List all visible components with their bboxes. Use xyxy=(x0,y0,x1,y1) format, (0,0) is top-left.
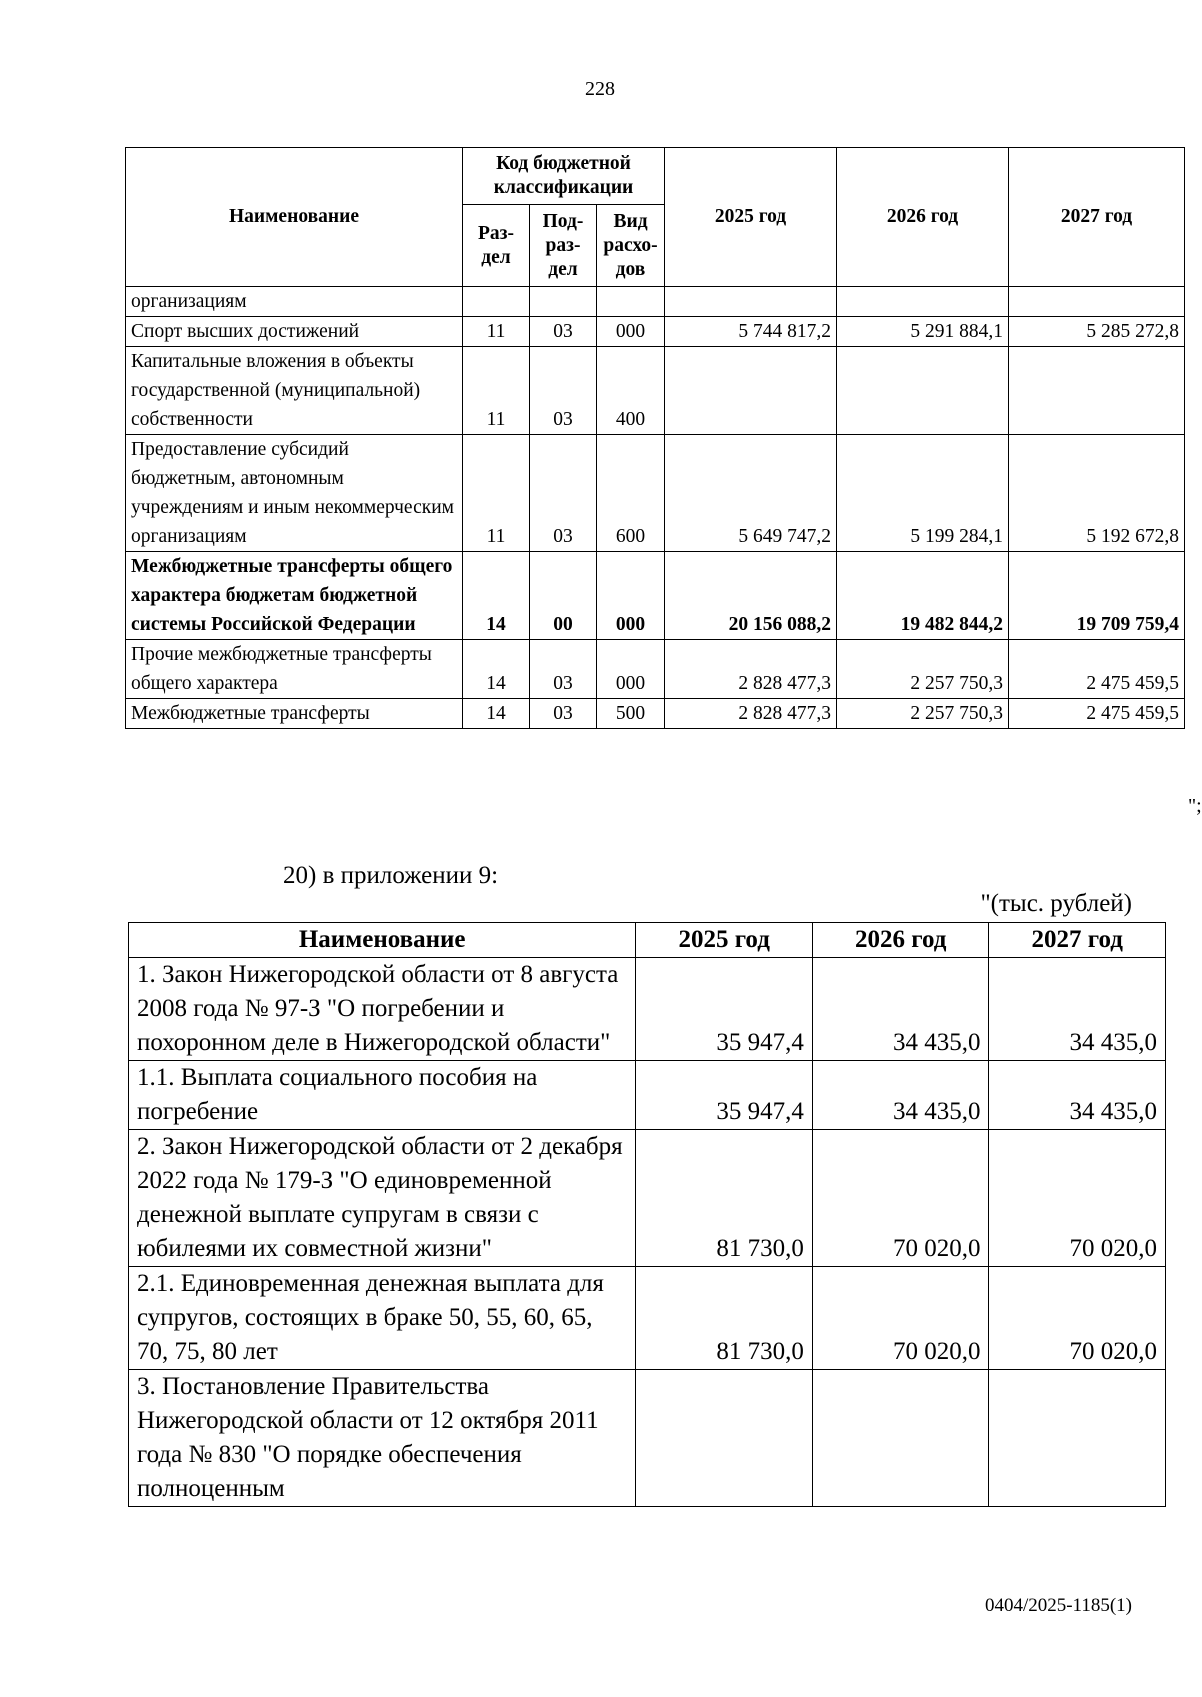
row-2026: 34 435,0 xyxy=(812,958,989,1061)
row-name: 1.1. Выплата социального пособия на погребение xyxy=(129,1061,636,1130)
header-2027: 2027 год xyxy=(989,923,1166,958)
table-row xyxy=(126,699,1185,729)
table-row xyxy=(126,640,1185,699)
row-name: Межбюджетные трансферты общего характера бюджетам бюджетной системы Российской Федерации xyxy=(126,552,463,640)
header-2025: 2025 год xyxy=(665,148,837,287)
row-2026: 19 482 844,2 xyxy=(837,552,1009,640)
row-2025: 81 730,0 xyxy=(636,1267,813,1370)
row-2027: 2 475 459,5 xyxy=(1009,699,1185,729)
row-expense-type xyxy=(597,287,665,317)
units-label: "(тыс. рублей) xyxy=(980,890,1132,917)
table-row xyxy=(129,1370,1166,1507)
header-expense-type: Вид расхо-дов xyxy=(597,205,665,287)
row-2027: 34 435,0 xyxy=(989,958,1166,1061)
header-2026: 2026 год xyxy=(837,148,1009,287)
row-expense-type: 000 xyxy=(597,552,665,640)
page-number: 228 xyxy=(585,78,615,100)
table-row xyxy=(126,552,1185,640)
row-name: 2.1. Единовременная денежная выплата для супругов, состоящих в браке 50, 55, 60, 65, 70, 75, 80 лет xyxy=(129,1267,636,1370)
row-subsection: 00 xyxy=(530,552,597,640)
row-2027: 2 475 459,5 xyxy=(1009,640,1185,699)
row-2026 xyxy=(837,287,1009,317)
row-name: Предоставление субсидий бюджетным, автономным учреждениям и иным некоммерческим организациям xyxy=(126,435,463,552)
row-2026: 5 199 284,1 xyxy=(837,435,1009,552)
row-name: Межбюджетные трансферты xyxy=(126,699,463,729)
row-2025: 2 828 477,3 xyxy=(665,640,837,699)
row-2025: 35 947,4 xyxy=(636,1061,813,1130)
row-section: 14 xyxy=(463,699,530,729)
row-2027 xyxy=(1009,287,1185,317)
row-subsection: 03 xyxy=(530,347,597,435)
row-expense-type: 400 xyxy=(597,347,665,435)
table-row xyxy=(129,1267,1166,1370)
row-2026 xyxy=(837,347,1009,435)
row-2027: 5 285 272,8 xyxy=(1009,317,1185,347)
row-section xyxy=(463,287,530,317)
header-code-group: Код бюджетной классификации xyxy=(463,148,665,205)
row-2025 xyxy=(665,287,837,317)
row-2025 xyxy=(636,1370,813,1507)
header-2027: 2027 год xyxy=(1009,148,1185,287)
row-2027 xyxy=(1009,347,1185,435)
row-2025: 5 649 747,2 xyxy=(665,435,837,552)
row-name: Спорт высших достижений xyxy=(126,317,463,347)
table-row xyxy=(126,435,1185,552)
row-2026 xyxy=(812,1370,989,1507)
budget-classification-table xyxy=(125,147,1185,729)
row-expense-type: 000 xyxy=(597,317,665,347)
row-2026: 70 020,0 xyxy=(812,1267,989,1370)
row-2027 xyxy=(989,1370,1166,1507)
row-2027: 70 020,0 xyxy=(989,1267,1166,1370)
row-2026: 5 291 884,1 xyxy=(837,317,1009,347)
row-2026: 70 020,0 xyxy=(812,1130,989,1267)
header-name: Наименование xyxy=(126,148,463,287)
row-name: 3. Постановление Правительства Нижегородской области от 12 октября 2011 года № 830 "О порядке обеспечения полноценным xyxy=(129,1370,636,1507)
table-row xyxy=(129,1130,1166,1267)
section-title: 20) в приложении 9: xyxy=(283,862,499,889)
row-section: 14 xyxy=(463,640,530,699)
row-section: 11 xyxy=(463,435,530,552)
row-2026: 2 257 750,3 xyxy=(837,699,1009,729)
row-2026: 2 257 750,3 xyxy=(837,640,1009,699)
table-row xyxy=(129,1061,1166,1130)
header-name: Наименование xyxy=(129,923,636,958)
header-2025: 2025 год xyxy=(636,923,813,958)
row-expense-type: 500 xyxy=(597,699,665,729)
row-subsection xyxy=(530,287,597,317)
row-name: 1. Закон Нижегородской области от 8 августа 2008 года № 97-З "О погребении и похоронном деле в Нижегородской области" xyxy=(129,958,636,1061)
row-section: 14 xyxy=(463,552,530,640)
table-row xyxy=(126,287,1185,317)
row-subsection: 03 xyxy=(530,640,597,699)
row-section: 11 xyxy=(463,317,530,347)
row-2025 xyxy=(665,347,837,435)
row-subsection: 03 xyxy=(530,435,597,552)
table-row xyxy=(129,958,1166,1061)
row-2027: 5 192 672,8 xyxy=(1009,435,1185,552)
row-2026: 34 435,0 xyxy=(812,1061,989,1130)
row-name: 2. Закон Нижегородской области от 2 декабря 2022 года № 179-З "О единовременной денежной выплате супругам в связи с юбилеями их совместной жизни" xyxy=(129,1130,636,1267)
row-expense-type: 000 xyxy=(597,640,665,699)
document-code: 0404/2025-1185(1) xyxy=(984,1595,1132,1616)
header-subsection: Под-раз-дел xyxy=(530,205,597,287)
row-2025: 20 156 088,2 xyxy=(665,552,837,640)
row-name: Прочие межбюджетные трансферты общего характера xyxy=(126,640,463,699)
row-name: организациям xyxy=(126,287,463,317)
row-section: 11 xyxy=(463,347,530,435)
table-row xyxy=(126,347,1185,435)
row-2027: 19 709 759,4 xyxy=(1009,552,1185,640)
closing-quote: "; xyxy=(1188,795,1202,817)
row-2025: 35 947,4 xyxy=(636,958,813,1061)
row-2025: 81 730,0 xyxy=(636,1130,813,1267)
header-2026: 2026 год xyxy=(812,923,989,958)
row-expense-type: 600 xyxy=(597,435,665,552)
appendix-9-table xyxy=(128,922,1166,1507)
row-2027: 70 020,0 xyxy=(989,1130,1166,1267)
row-subsection: 03 xyxy=(530,699,597,729)
row-2027: 34 435,0 xyxy=(989,1061,1166,1130)
table-row xyxy=(126,317,1185,347)
row-2025: 5 744 817,2 xyxy=(665,317,837,347)
header-section: Раз-дел xyxy=(463,205,530,287)
row-subsection: 03 xyxy=(530,317,597,347)
row-2025: 2 828 477,3 xyxy=(665,699,837,729)
row-name: Капитальные вложения в объекты государственной (муниципальной) собственности xyxy=(126,347,463,435)
